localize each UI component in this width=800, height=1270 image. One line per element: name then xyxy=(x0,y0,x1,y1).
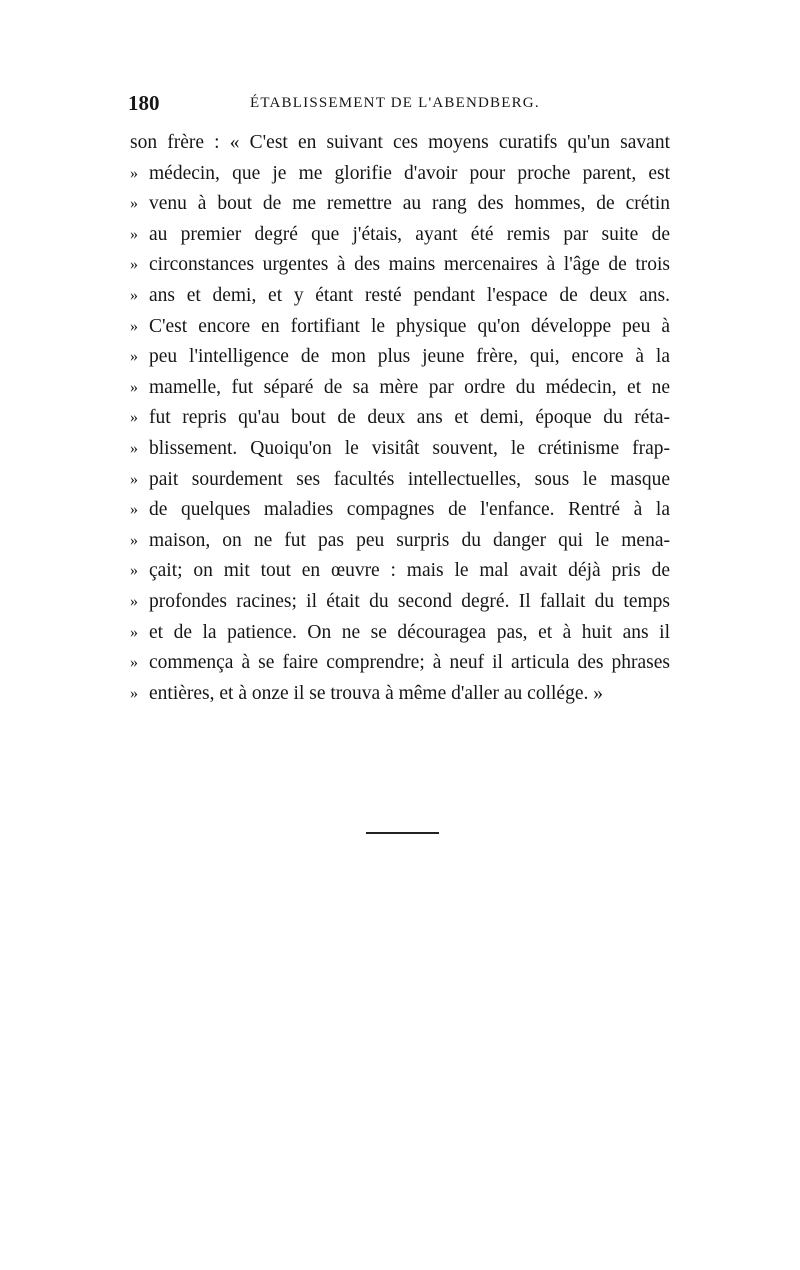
line-text: son frère : « C'est en suivant ces moyens curatifs qu'un savant xyxy=(130,132,670,153)
text-line xyxy=(130,342,670,373)
line-text: et de la patience. On ne se découragea pas, et à huit ans il xyxy=(149,621,670,643)
quote-mark: » xyxy=(130,531,138,549)
text-line xyxy=(130,159,670,190)
line-text: C'est encore en fortifiant le physique qu'on développe peu à xyxy=(149,315,670,337)
line-text: venu à bout de me remettre au rang des hommes, de crétin xyxy=(149,193,670,215)
text-line xyxy=(130,220,670,251)
line-text: commença à se faire comprendre; à neuf il articula des phrases xyxy=(149,652,670,674)
quote-mark: » xyxy=(130,592,138,610)
quote-mark: » xyxy=(130,684,138,702)
text-line xyxy=(130,587,670,618)
line-text: maison, on ne fut pas peu surpris du danger qui le mena- xyxy=(149,529,670,551)
text-line xyxy=(130,189,670,220)
body-text xyxy=(130,128,670,709)
line-text: entières, et à onze il se trouva à même d'aller au collége. » xyxy=(149,682,603,704)
text-line xyxy=(130,128,670,159)
quote-mark: » xyxy=(130,470,138,488)
quote-mark: » xyxy=(130,501,138,519)
running-title: ÉTABLISSEMENT DE L'ABENDBERG. xyxy=(250,95,540,111)
text-line xyxy=(130,465,670,496)
quote-mark: » xyxy=(130,317,138,335)
text-line xyxy=(130,526,670,557)
quote-mark: » xyxy=(130,562,138,580)
quote-mark: » xyxy=(130,195,138,213)
text-line xyxy=(130,403,670,434)
text-line xyxy=(130,495,670,526)
line-text: profondes racines; il était du second degré. Il fallait du temps xyxy=(149,590,670,612)
line-text: fut repris qu'au bout de deux ans et demi, époque du réta- xyxy=(149,407,670,429)
quote-mark: » xyxy=(130,623,138,641)
quote-mark: » xyxy=(130,164,138,182)
quote-mark: » xyxy=(130,225,138,243)
quote-mark: » xyxy=(130,286,138,304)
line-text: circonstances urgentes à des mains mercenaires à l'âge de trois xyxy=(149,254,670,276)
line-text: ans et demi, et y étant resté pendant l'espace de deux ans. xyxy=(149,284,670,306)
line-text: peu l'intelligence de mon plus jeune frère, qui, encore à la xyxy=(149,346,670,368)
quote-mark: » xyxy=(130,256,138,274)
page-number: 180 xyxy=(128,91,160,115)
line-text: de quelques maladies compagnes de l'enfance. Rentré à la xyxy=(149,499,670,521)
line-text: çait; on mit tout en œuvre : mais le mal avait déjà pris de xyxy=(149,560,670,582)
line-text: pait sourdement ses facultés intellectuelles, sous le masque xyxy=(149,468,670,490)
text-line xyxy=(130,312,670,343)
quote-mark: » xyxy=(130,654,138,672)
text-line xyxy=(130,434,670,465)
line-text: blissement. Quoiqu'on le visitât souvent, le crétinisme frap- xyxy=(149,437,670,459)
line-text: au premier degré que j'étais, ayant été remis par suite de xyxy=(149,223,670,245)
quote-mark: » xyxy=(130,378,138,396)
text-line xyxy=(130,250,670,281)
running-head xyxy=(128,90,668,116)
text-line xyxy=(130,648,670,679)
text-line xyxy=(130,618,670,649)
line-text: mamelle, fut séparé de sa mère par ordre du médecin, et ne xyxy=(149,376,670,398)
section-rule xyxy=(366,832,439,834)
quote-mark: » xyxy=(130,348,138,366)
text-line xyxy=(130,373,670,404)
text-line xyxy=(130,679,670,710)
quote-mark: » xyxy=(130,439,138,457)
line-text: médecin, que je me glorifie d'avoir pour proche parent, est xyxy=(149,162,670,184)
text-line xyxy=(130,281,670,312)
text-line xyxy=(130,556,670,587)
quote-mark: » xyxy=(130,409,138,427)
